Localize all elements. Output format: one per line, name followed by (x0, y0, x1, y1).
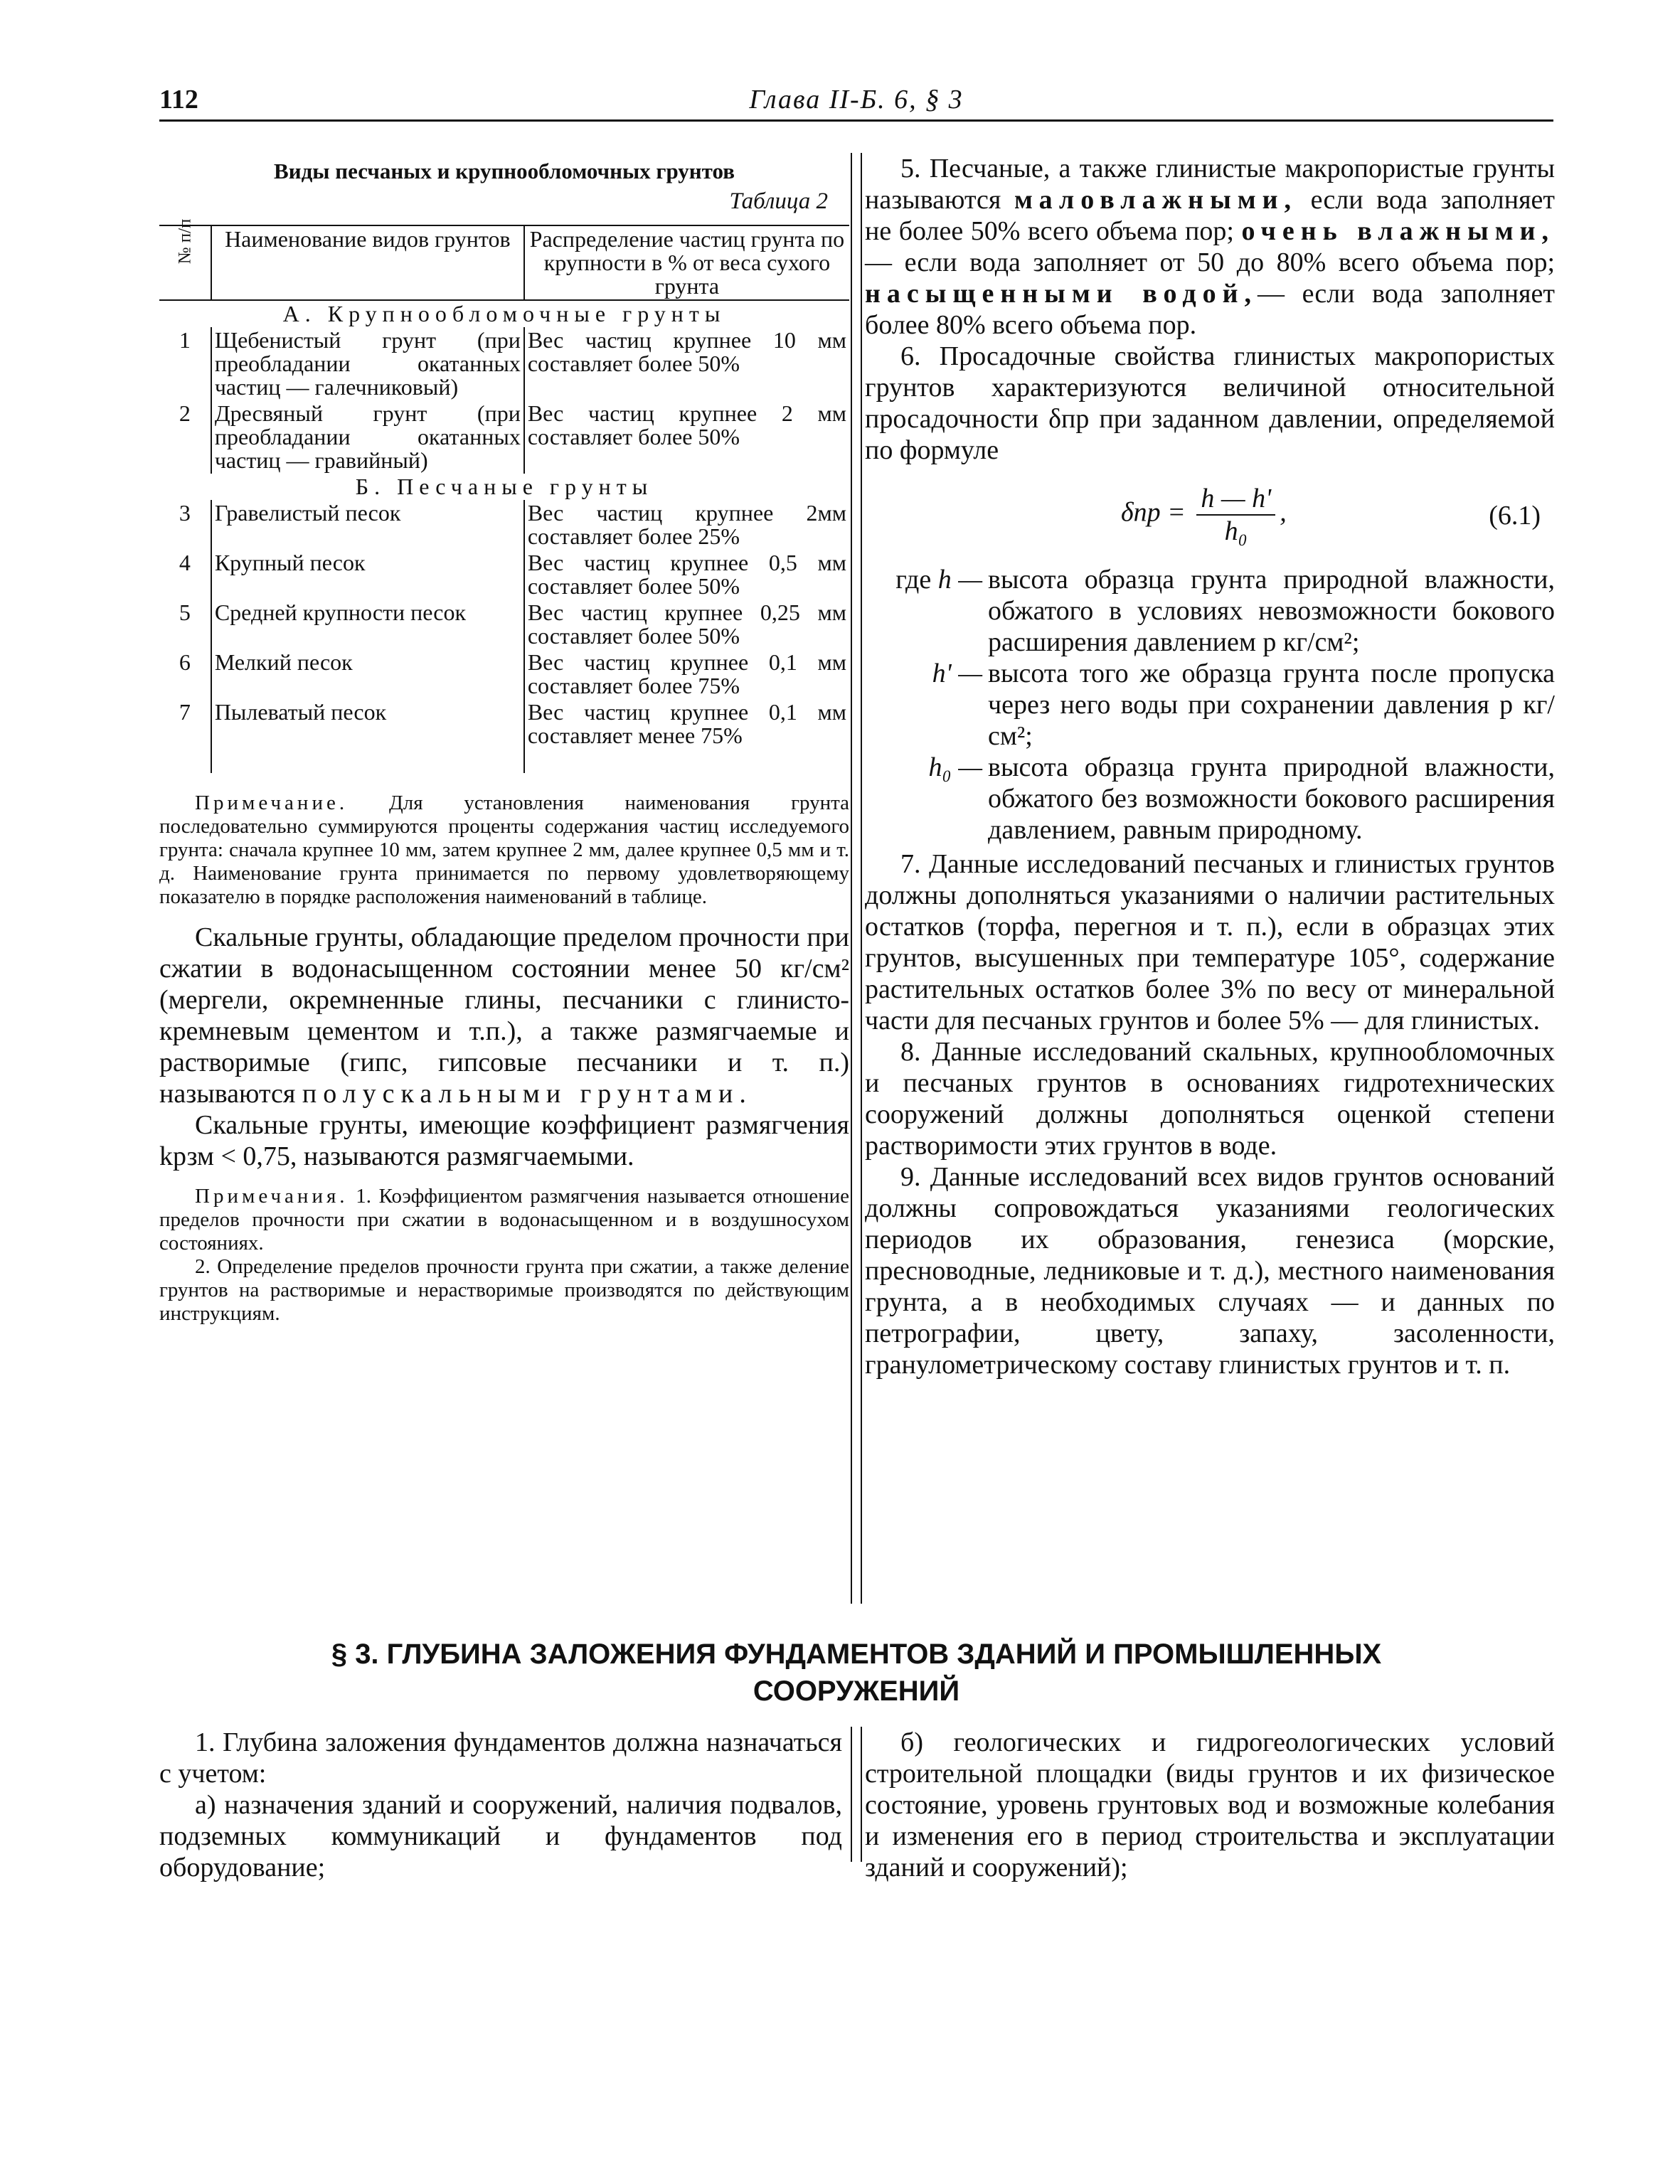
paragraph-9: 9. Данные исследований всех видов грунтов оснований должны сопровождаться указаниями геологических периодов их образования, генезиса (морские, пресноводные, ледниковые и т. д.), местного наименования грунта, а в необходимых случаях — и данных по петрографии, цвету, запаху, засоленности, гранулометрическому составу глинистых грунтов и т. п. (865, 1162, 1555, 1380)
section-3-item-1: 1. Глубина заложения фундаментов должна назначаться с учетом: (159, 1727, 842, 1789)
section-3-right (865, 1727, 1555, 1883)
row-distribution: Вес частиц крупнее 0,5 мм составляет более 50% (527, 550, 846, 599)
left-column (159, 153, 849, 1326)
definition-h: где h — высота образца грунта природной влажности, обжатого в условиях невозможности бокового расширения давлением p кг/см²; (895, 565, 1555, 657)
table-row (159, 400, 849, 474)
paragraph-7: 7. Данные исследований песчаных и глинистых грунтов должны дополняться указаниями о наличии растительных остатков (торфа, перегноя и т. п.), если в образцах этих грунтов, высушенных при температуре 105°, содержание растительных остатков более 3% по весу от минеральной части для песчаных грунтов и более 5% — для глинистых. (865, 849, 1555, 1035)
paragraph-semirocky: Скальные грунты, обладающие пределом прочности при сжатии в водонасыщенном состоянии менее 50 кг/см² (мергели, окремненные глины, песчаники с глинисто-кремневым цементом и т.п.), а также размягчаемые и растворимые (гипс, гипсовые песчаники и т. п.) называются полускальными грунтами. (159, 922, 849, 1109)
running-title: Глава II-Б. 6, § 3 (749, 85, 964, 114)
formula-denominator: h₀ (1224, 516, 1248, 546)
definition-h-prime: h' — высота того же образца грунта после пропуска через него воды при сохранении давления p кг/см²; (932, 659, 1555, 751)
page-number: 112 (159, 85, 198, 114)
notes-1: Примечания. 1. Коэффициентом размягчения называется отношение пределов прочности при сжатии в водонасыщенном и в воздушносухом состояниях. (159, 1185, 849, 1255)
section-3-heading: § 3. ГЛУБИНА ЗАЛОЖЕНИЯ ФУНДАМЕНТОВ ЗДАНИЙ И ПРОМЫШЛЕННЫХ СООРУЖЕНИЙ (331, 1639, 1382, 1707)
row-num: 1 (159, 327, 211, 400)
row-num: 5 (159, 600, 211, 649)
table-number: Таблица 2 (729, 188, 828, 214)
column-separator-top (851, 153, 862, 1604)
definition-h0: h₀ — высота образца грунта природной влажности, обжатого без возможности бокового расширения давлением, равным природному. (928, 752, 1555, 845)
row-num: 6 (159, 649, 211, 699)
table-row (159, 699, 849, 773)
formula-number: (6.1) (1489, 501, 1541, 531)
row-name: Средней крупности песок (211, 600, 524, 649)
row-distribution: Вес частиц крупнее 0,1 мм составляет менее 75% (527, 699, 846, 748)
section-3-item-b: б) геологических и гидрогеологических условий строительной площадки (виды грунтов и их физическое состояние, уровень грунтовых вод и возможные колебания и изменения его в период строительства и эксплуатации зданий и сооружений); (865, 1727, 1555, 1882)
formula-body: δпр = $\frac{h — h'}{\text{h₀}}$ , (1121, 484, 1287, 546)
row-num: 2 (159, 400, 211, 474)
formula-6-1 (865, 479, 1555, 557)
row-name: Щебенистый грунт (при преобладании окатанных частиц — галечниковый) (211, 327, 524, 400)
row-num: 3 (159, 500, 211, 550)
section-b-heading: Б. Песчаные грунты (355, 474, 654, 499)
formula-numerator: h — h' (1196, 483, 1275, 516)
header-num: № п/п (159, 225, 211, 300)
paragraph-softening: Скальные грунты, имеющие коэффициент размягчения kрзм < 0,75, называются размягчаемыми. (159, 1110, 849, 1171)
notes-2: 2. Определение пределов прочности грунта при сжатии, а также деление грунтов на растворимые и нерастворимые производятся по действующим инструкциям. (159, 1255, 849, 1325)
soil-types-table (159, 218, 849, 773)
row-distribution: Вес частиц крупнее 0,25 мм составляет более 50% (527, 600, 846, 649)
section-3-item-a: а) назначения зданий и сооружений, наличия подвалов, подземных коммуникаций и фундаментов под оборудование; (159, 1790, 842, 1882)
row-name: Гравелистый песок (211, 500, 524, 550)
paragraph-5: 5. Песчаные, а также глинистые макропористые грунты называются маловлажными, если вода заполняет не более 50% всего объема пор; очень влажными,— если вода заполняет от 50 до 80% всего объема пор; насыщенными водой,— если вода заполняет более 80% всего объема пор. (865, 154, 1556, 340)
table-caption: Виды песчаных и крупнообломочных грунтов (274, 159, 735, 183)
section-3-left (159, 1727, 842, 1883)
row-num: 7 (159, 699, 211, 773)
row-name: Пылеватый песок (211, 699, 524, 773)
formula-lhs: δпр = (1121, 497, 1186, 528)
section-a-heading: А. Крупнообломочные грунты (282, 301, 726, 326)
row-name: Крупный песок (211, 550, 524, 600)
row-distribution: Вес частиц крупнее 2 мм составляет более 50% (527, 400, 846, 449)
header-rule (159, 119, 1553, 122)
table-row (159, 550, 849, 600)
row-num: 4 (159, 550, 211, 600)
table-header-row (159, 225, 849, 300)
row-name: Дресвяный грунт (при преобладании окатанных частиц — гравийный) (211, 400, 524, 474)
table-row (159, 500, 849, 550)
row-name: Мелкий песок (211, 649, 524, 699)
header-name: Наименование видов грунтов (211, 225, 524, 300)
table-row (159, 649, 849, 699)
row-distribution: Вес частиц крупнее 10 мм составляет более 50% (527, 327, 846, 376)
paragraph-8: 8. Данные исследований скальных, крупнообломочных и песчаных грунтов в основаниях гидротехнических сооружений должны дополняться оценкой степени растворимости этих грунтов в воде. (865, 1037, 1555, 1161)
header-distribution: Распределение частиц грунта по крупности в % от веса сухого грунта (529, 226, 845, 299)
table-note: Примечание. Для установления наименования грунта последовательно суммируются проценты содержания частиц исследуемого грунта: сначала крупнее 10 мм, затем крупнее 2 мм, далее крупнее 0,5 мм и т. д. Наименование грунта принимается по первому удовлетворяющему показателю в порядке расположения наименований в таблице. (159, 792, 850, 908)
formula-fraction (1196, 483, 1275, 547)
formula-definitions (865, 564, 1555, 846)
table-row (159, 600, 849, 649)
table-row (159, 327, 849, 400)
row-distribution: Вес частиц крупнее 0,1 мм составляет более 75% (527, 649, 846, 698)
right-column (865, 153, 1555, 1380)
row-distribution: Вес частиц крупнее 2мм составляет более 25% (527, 500, 846, 549)
column-separator-bottom (851, 1727, 862, 1862)
paragraph-6: 6. Просадочные свойства глинистых макропористых грунтов характеризуются величиной относительной просадочности δпр при заданном давлении, определяемой по формуле (865, 341, 1555, 465)
